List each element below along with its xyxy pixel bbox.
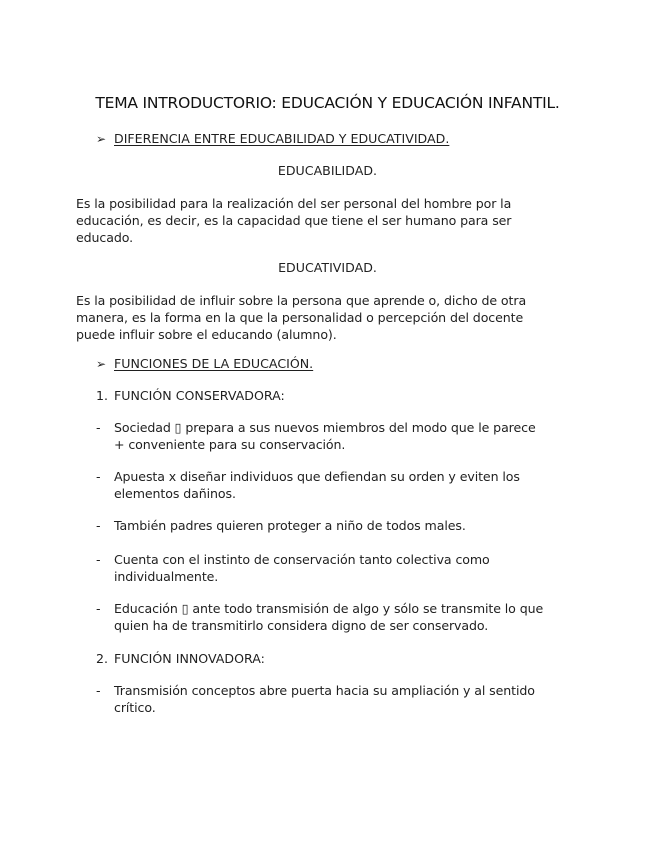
paragraph-educatividad: [76, 292, 576, 343]
subheading-educatividad: EDUCATIVIDAD.: [278, 260, 377, 275]
subheading-educabilidad: EDUCABILIDAD.: [277, 163, 378, 178]
dash-bullet: -: [96, 552, 101, 567]
document-title: TEMA INTRODUCTORIO: EDUCACIÓN Y EDUCACIÓN INFANTIL.: [95, 94, 560, 112]
list-item-line: individualmente.: [114, 569, 219, 584]
list-item-line: Educación ▯ ante todo transmisión de algo y sólo se transmite lo que: [114, 601, 544, 616]
numbered-heading-text: FUNCIÓN CONSERVADORA:: [114, 388, 285, 403]
paragraph-line: manera, es la forma en la que la personalidad o percepción del docente: [76, 310, 524, 325]
paragraph-educabilidad: [76, 195, 576, 246]
list-number: 2.: [96, 651, 109, 666]
dash-bullet: -: [96, 469, 101, 484]
dash-bullet: -: [96, 683, 101, 698]
list-item-line: Apuesta x diseñar individuos que defiendan su orden y eviten los: [114, 469, 520, 484]
paragraph-line: educado.: [76, 230, 134, 245]
section-heading-text: DIFERENCIA ENTRE EDUCABILIDAD Y EDUCATIVIDAD.: [114, 131, 450, 146]
paragraph-line: educación, es decir, es la capacidad que tiene el ser humano para ser: [76, 213, 512, 228]
list-number: 1.: [96, 388, 109, 403]
dash-bullet: -: [96, 601, 101, 616]
list-item-line: + conveniente para su conservación.: [114, 437, 346, 452]
paragraph-line: puede influir sobre el educando (alumno).: [76, 327, 337, 342]
numbered-heading-innovadora: [96, 651, 265, 666]
list-item-line: crítico.: [114, 700, 156, 715]
paragraph-line: Es la posibilidad de influir sobre la persona que aprende o, dicho de otra: [76, 293, 527, 308]
list-item-line: Cuenta con el instinto de conservación tanto colectiva como: [114, 552, 490, 567]
section-heading-diferencia: [96, 131, 449, 146]
section-heading-funciones: [96, 356, 313, 371]
list-item-line: quien ha de transmitirlo considera digno de ser conservado.: [114, 618, 489, 633]
dash-bullet: -: [96, 420, 101, 435]
list-item-line: Sociedad ▯ prepara a sus nuevos miembros del modo que le parece: [114, 420, 536, 435]
arrow-bullet-icon: ➢: [96, 132, 107, 146]
numbered-heading-text: FUNCIÓN INNOVADORA:: [114, 651, 265, 666]
numbered-heading-conservadora: [96, 388, 285, 403]
section-heading-text: FUNCIONES DE LA EDUCACIÓN.: [114, 356, 314, 371]
list-item-line: Transmisión conceptos abre puerta hacia su ampliación y al sentido: [114, 683, 535, 698]
dash-bullet: -: [96, 518, 101, 533]
arrow-bullet-icon: ➢: [96, 357, 107, 371]
paragraph-line: Es la posibilidad para la realización del ser personal del hombre por la: [76, 196, 512, 211]
list-item-line: elementos dañinos.: [114, 486, 236, 501]
list-item-line: También padres quieren proteger a niño de todos males.: [114, 518, 466, 533]
